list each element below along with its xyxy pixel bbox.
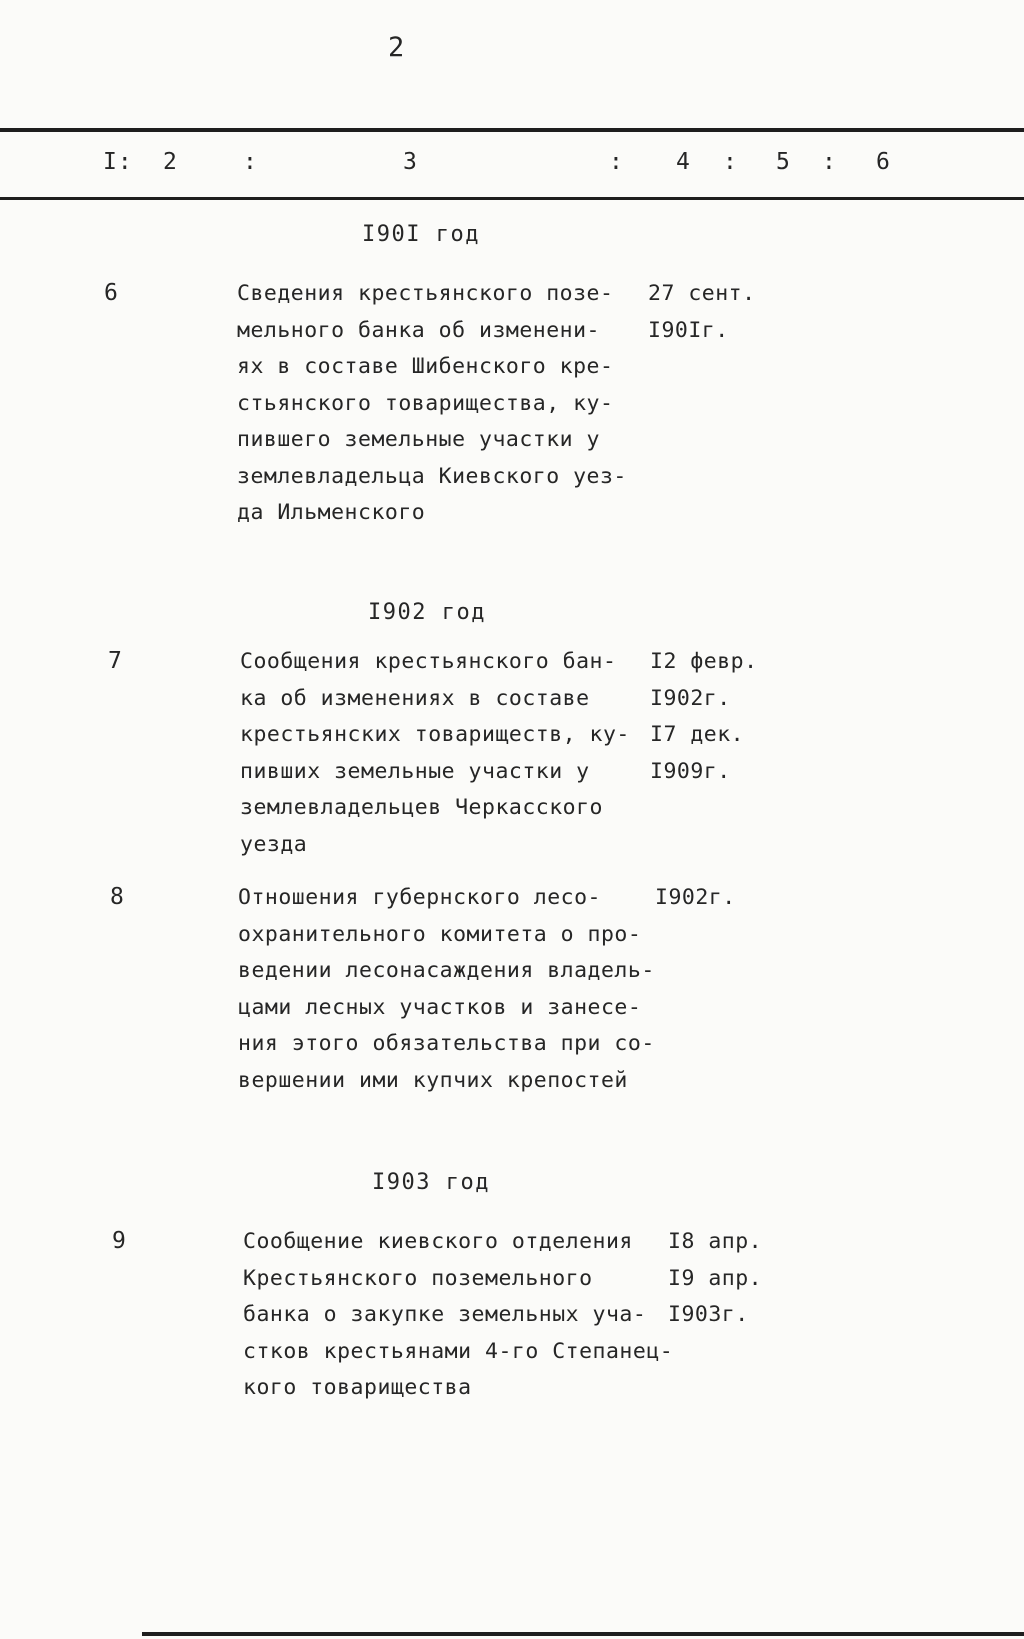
entry-6-description <box>237 276 627 532</box>
column-separator: : <box>822 149 837 175</box>
date-line: I909г. <box>650 758 731 784</box>
description-line: уезда <box>240 831 308 857</box>
column-header-3: 3 <box>403 149 418 175</box>
date-line: I8 апр. <box>668 1229 763 1254</box>
entry-8-dates <box>655 880 736 917</box>
description-line: мельного банка об изменени- <box>237 317 600 343</box>
horizontal-rule-top <box>0 128 1024 132</box>
description-line: да Ильменского <box>237 500 426 525</box>
date-line: I90Iг. <box>648 317 729 343</box>
description-line: пивших земельные участки у <box>240 758 590 784</box>
description-line: стьянского товарищества, ку- <box>237 390 614 416</box>
column-header-2: 2 <box>163 149 178 175</box>
entry-7-dates <box>650 644 758 790</box>
description-line: землевладельца Киевского уез- <box>237 463 627 489</box>
column-separator: : <box>243 149 258 175</box>
entry-number-6: 6 <box>104 280 118 306</box>
column-header-5: 5 <box>776 149 791 175</box>
entry-7-description <box>240 644 630 863</box>
column-header-6: 6 <box>876 149 891 175</box>
date-line: I902г. <box>650 685 731 711</box>
column-separator: : <box>723 149 738 175</box>
description-line: банка о закупке земельных уча- <box>243 1302 647 1327</box>
date-line: 27 сент. <box>648 281 756 306</box>
description-line: землевладельцев Черкасского <box>240 795 603 820</box>
section-year-1902: I902 год <box>368 600 486 625</box>
description-line: цами лесных участков и занесе- <box>238 994 642 1020</box>
date-line: I9 апр. <box>668 1265 763 1291</box>
description-line: ния этого обязательства при со- <box>238 1031 655 1056</box>
description-line: ведении лесонасаждения владель- <box>238 958 655 983</box>
entry-8-description <box>238 880 655 1099</box>
entry-9-description <box>243 1224 673 1407</box>
column-header-1: I: <box>103 149 133 175</box>
description-line: кого товарищества <box>243 1375 472 1400</box>
date-line: I903г. <box>668 1302 749 1327</box>
description-line: ях в составе Шибенского кре- <box>237 354 614 379</box>
description-line: Крестьянского поземельного <box>243 1265 593 1291</box>
description-line: Отношения губернского лесо- <box>238 885 601 910</box>
description-line: вершении ими купчих крепостей <box>238 1067 628 1093</box>
description-line: Сообщение киевского отделения <box>243 1229 633 1254</box>
description-line: крестьянских товариществ, ку- <box>240 722 630 747</box>
date-line: I7 дек. <box>650 722 745 747</box>
description-line: пившего земельные участки у <box>237 427 600 452</box>
horizontal-rule-header-bottom <box>0 197 1024 200</box>
description-line: стков крестьянами 4-го Степанец- <box>243 1338 674 1364</box>
section-year-1903: I903 год <box>372 1170 490 1195</box>
column-separator: : <box>609 149 624 175</box>
date-line: I902г. <box>655 885 736 910</box>
description-line: охранительного комитета о про- <box>238 921 642 947</box>
horizontal-rule-bottom <box>142 1632 1024 1636</box>
entry-6-dates <box>648 276 756 349</box>
entry-9-dates <box>668 1224 762 1334</box>
date-line: I2 февр. <box>650 649 758 674</box>
section-year-1901: I90I год <box>362 222 480 247</box>
page-number: 2 <box>388 32 406 63</box>
entry-number-9: 9 <box>112 1228 126 1254</box>
description-line: Сведения крестьянского позе- <box>237 281 614 306</box>
description-line: Сообщения крестьянского бан- <box>240 649 617 674</box>
entry-number-7: 7 <box>108 648 122 674</box>
description-line: ка об изменениях в составе <box>240 685 590 711</box>
entry-number-8: 8 <box>110 884 124 910</box>
column-header-4: 4 <box>676 149 691 175</box>
